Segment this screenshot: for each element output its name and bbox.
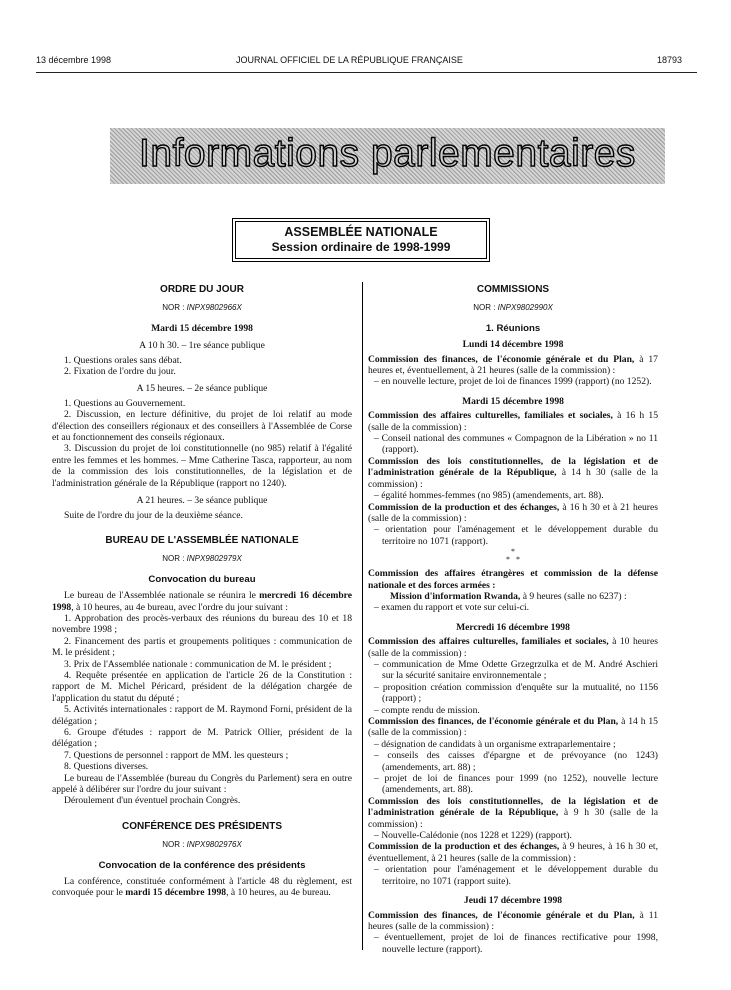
- commission-item: – compte rendu de mission.: [374, 704, 480, 716]
- commission-item: – communication de Mme Odette Grzegrzulka et de M. André Aschieri sur la sécurité sanitaire environnementale ;: [374, 658, 658, 682]
- bureau-congres-item: Déroulement d'un éventuel prochain Congrès.: [64, 795, 241, 807]
- odj-item: 2. Fixation de l'ordre du jour.: [64, 366, 176, 378]
- odj-text: Suite de l'ordre du jour de la deuxième séance.: [64, 509, 243, 521]
- bureau-item: 3. Prix de l'Assemblée nationale : communication de M. le président ;: [64, 658, 332, 670]
- bureau-nor: NOR : INPX9802979X: [162, 554, 242, 564]
- separator-stars: * * *: [506, 547, 520, 565]
- bureau-item: 6. Groupe d'études : rapport de M. Patrick Ollier, président de la délégation ;: [52, 727, 352, 750]
- section-banner: [110, 128, 665, 184]
- day-date: Lundi 14 décembre 1998: [462, 339, 564, 351]
- commission-block: Commission de la production et des échanges, à 9 heures, à 16 h 30 et, éventuellement, à 21 heures (salle de la commission) :: [368, 841, 658, 864]
- commission-item: – éventuellement, projet de loi de finances rectificative pour 1998, nouvelle lecture (rapport).: [374, 932, 658, 955]
- odj-item: 3. Discussion du projet de loi constitutionnelle (no 985) relatif à l'égalité entre les femmes et les hommes. – Mme Catherine Tasca, rapporteur, au nom de la commission des lois constitutionnelles, de la législation et de l'administration générale de la République (rapport no 1240).: [52, 443, 352, 489]
- bureau-title: BUREAU DE L'ASSEMBLÉE NATIONALE: [105, 534, 299, 546]
- bureau-sub: Convocation du bureau: [148, 573, 256, 585]
- day-date: Mardi 15 décembre 1998: [462, 395, 564, 407]
- left-column: [52, 284, 352, 899]
- banner-title: Informations parlementaires: [139, 132, 636, 175]
- commission-block: Commission des lois constitutionnelles, de la législation et de l'administration générale de la République, à 9 h 30 (salle de la commission) :: [368, 795, 658, 830]
- bureau-item: 2. Financement des partis et groupements politiques : communication de M. le président ;: [52, 635, 352, 659]
- odj-item: 2. Discussion, en lecture définitive, du projet de loi relatif au mode d'élection des conseillers régionaux et des conseillers à l'Assemblée de Corse et au fonctionnement des conseils régionaux.: [52, 409, 352, 444]
- seance-1: A 10 h 30. – 1re séance publique: [139, 340, 265, 352]
- commission-item: – orientation pour l'aménagement et le développement durable du territoire, no 1071 (rapport suite).: [374, 864, 658, 887]
- commission-item: – en nouvelle lecture, projet de loi de finances 1999 (rapport) (no 1252).: [374, 376, 652, 388]
- assemblee-box: [232, 218, 490, 262]
- journal-title: JOURNAL OFFICIEL DE LA RÉPUBLIQUE FRANÇAISE: [236, 55, 463, 65]
- day-date: Jeudi 17 décembre 1998: [463, 895, 563, 907]
- bureau-item: 8. Questions diverses.: [64, 761, 149, 773]
- assemblee-title: ASSEMBLÉE NATIONALE: [284, 225, 438, 239]
- commission-block: Commission de la production et des échanges, à 16 h 30 et à 21 heures (salle de la commission) :: [368, 501, 658, 524]
- commission-item: – examen du rapport et vote sur celui-ci.: [374, 602, 530, 614]
- commission-block: Commission des finances, de l'économie générale et du Plan, à 14 h 15 (salle de la commission) :: [368, 716, 658, 739]
- odj-title: ORDRE DU JOUR: [160, 284, 244, 295]
- column-divider: [362, 282, 363, 950]
- session-title: Session ordinaire de 1998-1999: [271, 240, 451, 254]
- bureau-item: 5. Activités internationales : rapport de M. Raymond Forni, président de la délégation ;: [52, 704, 352, 727]
- conf-sub: Convocation de la conférence des présidents: [98, 859, 306, 871]
- conf-nor: NOR : INPX9802976X: [162, 840, 242, 850]
- commission-item: – proposition création commission d'enquête sur la mutualité, no 1156 (rapport) ;: [374, 681, 658, 705]
- odj-item: 1. Questions au Gouvernement.: [64, 397, 186, 409]
- commissions-title: COMMISSIONS: [476, 284, 550, 295]
- commission-item: – désignation de candidats à un organisme extraparlementaire ;: [374, 738, 616, 750]
- page-number: 18793: [657, 55, 683, 65]
- day-date: Mercredi 16 décembre 1998: [456, 621, 570, 633]
- bureau-item: 7. Questions de personnel : rapport de MM. les questeurs ;: [64, 749, 289, 761]
- reunions-title: 1. Réunions: [485, 322, 541, 334]
- commission-item: – Conseil national des communes « Compagnon de la Libération » no 11 (rapport).: [374, 433, 658, 456]
- commission-item: – égalité hommes-femmes (no 985) (amendements, art. 88).: [374, 490, 604, 502]
- commission-block: Commission des affaires culturelles, familiales et sociales, à 10 heures (salle de la commission) :: [368, 636, 658, 659]
- bureau-congres: Le bureau de l'Assemblée (bureau du Congrès du Parlement) sera en outre appelé à délibérer sur l'ordre du jour suivant :: [52, 772, 352, 796]
- odj-date: Mardi 15 décembre 1998: [151, 322, 253, 334]
- mission-line: Mission d'information Rwanda, à 9 heures (salle no 6237) :: [390, 590, 627, 602]
- seance-3: A 21 heures. – 3e séance publique: [136, 495, 268, 507]
- commission-item: – orientation pour l'aménagement et le développement durable du territoire no 1071 (rapport).: [374, 524, 658, 547]
- commission-item: – conseils des caisses d'épargne et de prévoyance (no 1243) (amendements, art. 88) ;: [374, 750, 658, 773]
- odj-nor: NOR : INPX9802966X: [162, 303, 242, 313]
- conf-title: CONFÉRENCE DES PRÉSIDENTS: [121, 820, 283, 832]
- commissions-nor: NOR : INPX9802990X: [473, 303, 553, 313]
- commission-block: Commission des finances, de l'économie générale et du Plan, à 11 heures (salle de la commission) :: [368, 909, 658, 932]
- commission-item: – Nouvelle-Calédonie (nos 1228 et 1229) (rapport).: [374, 830, 572, 842]
- commission-item: – projet de loi de finances pour 1999 (no 1252), nouvelle lecture (amendements, art. 88).: [374, 773, 658, 796]
- header-rule: [36, 72, 697, 73]
- header-date: 13 décembre 1998: [36, 55, 112, 65]
- bureau-item: 4. Requête présentée en application de l'article 26 de la Constitution : rapport de M. Michel Péricard, président de la délégation chargée de l'application du statut du député ;: [52, 669, 352, 704]
- conf-text: La conférence, constituée conformément à l'article 48 du règlement, est convoquée pour le mardi 15 décembre 1998, à 10 heures, au 4e bureau.: [52, 876, 352, 899]
- bureau-item: 1. Approbation des procès-verbaux des réunions du bureau des 10 et 18 novembre 1998 ;: [52, 612, 352, 636]
- commission-block: Commission des affaires culturelles, familiales et sociales, à 16 h 15 (salle de la commission) :: [368, 410, 658, 433]
- right-column: [368, 284, 658, 955]
- bureau-intro: Le bureau de l'Assemblée nationale se réunira le mercredi 16 décembre 1998, à 10 heures, au 4e bureau, avec l'ordre du jour suivant :: [52, 590, 353, 613]
- defense-head: Commission des affaires étrangères et commission de la défense nationale et des forces armées :: [368, 568, 658, 591]
- odj-item: 1. Questions orales sans débat.: [64, 354, 182, 366]
- page-header: [0, 55, 731, 69]
- commission-block: Commission des finances, de l'économie générale et du Plan, à 17 heures et, éventuellement, à 21 heures (salle de la commission) :: [368, 353, 658, 377]
- seance-2: A 15 heures. – 2e séance publique: [136, 383, 268, 395]
- commission-block: Commission des lois constitutionnelles, de la législation et de l'administration générale de la République, à 14 h 30 (salle de la commission) :: [368, 455, 658, 490]
